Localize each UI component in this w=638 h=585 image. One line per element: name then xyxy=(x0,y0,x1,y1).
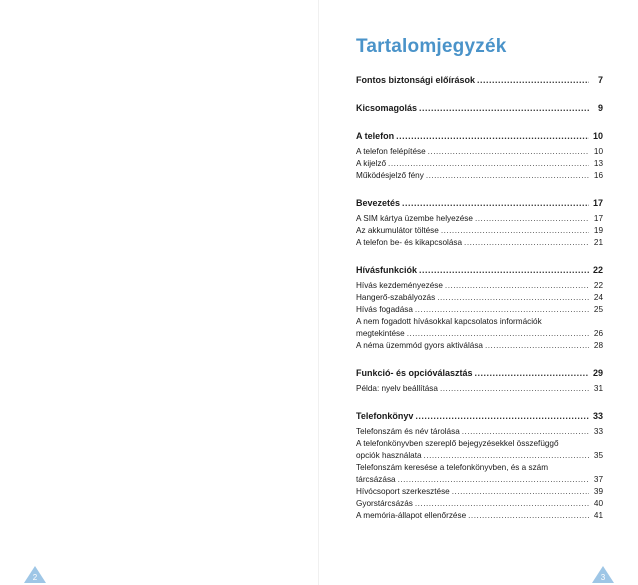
dot-leader xyxy=(407,328,589,340)
toc-entry-label: Hívócsoport szerkesztése xyxy=(356,487,450,496)
dot-leader xyxy=(419,263,589,277)
dot-leader xyxy=(485,340,589,352)
spacer xyxy=(356,182,603,196)
toc-entry xyxy=(356,213,603,225)
toc-heading-label: Bevezetés xyxy=(356,198,401,208)
dot-leader xyxy=(415,304,589,316)
dot-leader xyxy=(441,225,589,237)
toc-heading-page: 10 xyxy=(592,131,603,141)
toc-entry-page: 13 xyxy=(593,159,603,168)
right-page-number: 3 xyxy=(600,573,606,582)
toc-entry-label: Hívás fogadása xyxy=(356,305,413,314)
toc-entry xyxy=(356,474,603,486)
dot-leader xyxy=(419,101,589,115)
toc-heading xyxy=(356,196,603,210)
toc-entry xyxy=(356,170,603,182)
dot-leader xyxy=(445,280,589,292)
toc-entry xyxy=(356,450,603,462)
toc-entry-page: 19 xyxy=(593,226,603,235)
toc-entry-label: A memória-állapot ellenőrzése xyxy=(356,511,467,520)
toc-heading-page: 33 xyxy=(592,411,603,421)
toc-heading xyxy=(356,263,603,277)
toc-entry xyxy=(356,510,603,522)
toc-entry-first-line: Telefonszám keresése a telefonkönyvben, és a szám xyxy=(356,463,549,472)
toc-entry-page: 22 xyxy=(593,281,603,290)
toc-section xyxy=(356,409,603,522)
spacer xyxy=(356,249,603,263)
toc-entry-label: Példa: nyelv beállítása xyxy=(356,384,438,393)
spacer xyxy=(356,115,603,129)
spacer xyxy=(356,352,603,366)
dot-leader xyxy=(398,474,589,486)
toc-entry xyxy=(356,304,603,316)
toc-entry-page: 28 xyxy=(593,341,603,350)
toc-heading xyxy=(356,129,603,143)
toc-entry-label: A telefon be- és kikapcsolása xyxy=(356,238,463,247)
toc-entry xyxy=(356,498,603,510)
dot-leader xyxy=(468,510,589,522)
toc-entry-page: 17 xyxy=(593,214,603,223)
toc-heading-page: 17 xyxy=(592,198,603,208)
toc-section xyxy=(356,73,603,87)
toc-heading xyxy=(356,73,603,87)
dot-leader xyxy=(415,409,589,423)
toc-entry-label: A SIM kártya üzembe helyezése xyxy=(356,214,473,223)
toc-entry-label: A kijelző xyxy=(356,159,387,168)
toc-entry-page: 31 xyxy=(593,384,603,393)
toc-entry-label: Telefonszám és név tárolása xyxy=(356,427,460,436)
dot-leader xyxy=(402,196,589,210)
dot-leader xyxy=(440,383,589,395)
toc-entry xyxy=(356,146,603,158)
toc-heading-label: Funkció- és opcióválasztás xyxy=(356,368,473,378)
toc-entry-label: Hívás kezdeményezése xyxy=(356,281,443,290)
toc-entry-label: Hangerő-szabályozás xyxy=(356,293,436,302)
toc-entry-label: opciók használata xyxy=(356,451,422,460)
toc-entry xyxy=(356,328,603,340)
toc-heading xyxy=(356,101,603,115)
dot-leader xyxy=(464,237,589,249)
toc-heading-label: Hívásfunkciók xyxy=(356,265,418,275)
toc-section xyxy=(356,196,603,249)
spacer xyxy=(356,87,603,101)
toc-heading-label: Fontos biztonsági előírások xyxy=(356,75,476,85)
left-page-number: 2 xyxy=(32,573,38,582)
toc-section xyxy=(356,263,603,352)
toc-entry-page: 39 xyxy=(593,487,603,496)
dot-leader xyxy=(415,498,589,510)
dot-leader xyxy=(437,292,589,304)
toc-entry-page: 41 xyxy=(593,511,603,520)
toc-section xyxy=(356,101,603,115)
dot-leader xyxy=(475,213,589,225)
dot-leader xyxy=(452,486,589,498)
toc-entry xyxy=(356,426,603,438)
toc-section xyxy=(356,366,603,395)
dot-leader xyxy=(477,73,589,87)
toc-section xyxy=(356,129,603,182)
toc-entry-first-line: A nem fogadott hívásokkal kapcsolatos információk xyxy=(356,317,542,326)
dot-leader xyxy=(388,158,589,170)
toc-heading-page: 22 xyxy=(592,265,603,275)
toc-entry-label: Az akkumulátor töltése xyxy=(356,226,439,235)
toc-entry xyxy=(356,292,603,304)
dot-leader xyxy=(424,450,589,462)
toc-entry xyxy=(356,225,603,237)
toc-entry-page: 16 xyxy=(593,171,603,180)
spacer xyxy=(356,395,603,409)
toc-entry-page: 35 xyxy=(593,451,603,460)
toc-entry xyxy=(356,340,603,352)
toc-entry-label: megtekintése xyxy=(356,329,405,338)
toc-heading xyxy=(356,409,603,423)
dot-leader xyxy=(396,129,589,143)
toc-heading xyxy=(356,366,603,380)
toc-entry xyxy=(356,486,603,498)
toc-entry-label: Gyorstárcsázás xyxy=(356,499,413,508)
toc-entry xyxy=(356,158,603,170)
toc-entry xyxy=(356,280,603,292)
toc-entry-label: A néma üzemmód gyors aktiválása xyxy=(356,341,483,350)
toc-entry-page: 24 xyxy=(593,293,603,302)
page-divider xyxy=(318,0,319,585)
dot-leader xyxy=(462,426,589,438)
toc-entry-first-line: A telefonkönyvben szereplő bejegyzésekkel összefüggő xyxy=(356,439,559,448)
dot-leader xyxy=(426,170,589,182)
dot-leader xyxy=(475,366,589,380)
toc-entry-page: 26 xyxy=(593,329,603,338)
toc-entry-page: 21 xyxy=(593,238,603,247)
toc-title: Tartalomjegyzék xyxy=(356,36,507,57)
toc-entry-label: Működésjelző fény xyxy=(356,171,424,180)
toc-entry-page: 37 xyxy=(593,475,603,484)
toc-entry xyxy=(356,383,603,395)
dot-leader xyxy=(428,146,589,158)
toc-entry-page: 25 xyxy=(593,305,603,314)
toc-entry-page: 40 xyxy=(593,499,603,508)
toc-entry-label: A telefon felépítése xyxy=(356,147,426,156)
toc-heading-label: A telefon xyxy=(356,131,395,141)
toc-entry-label: tárcsázása xyxy=(356,475,396,484)
toc-heading-page: 29 xyxy=(592,368,603,378)
toc-entry-page: 33 xyxy=(593,427,603,436)
toc-heading-label: Telefonkönyv xyxy=(356,411,414,421)
table-of-contents xyxy=(356,73,603,522)
toc-heading-page: 7 xyxy=(597,75,603,85)
toc-heading-page: 9 xyxy=(597,103,603,113)
toc-entry-page: 10 xyxy=(593,147,603,156)
toc-entry xyxy=(356,237,603,249)
toc-heading-label: Kicsomagolás xyxy=(356,103,418,113)
